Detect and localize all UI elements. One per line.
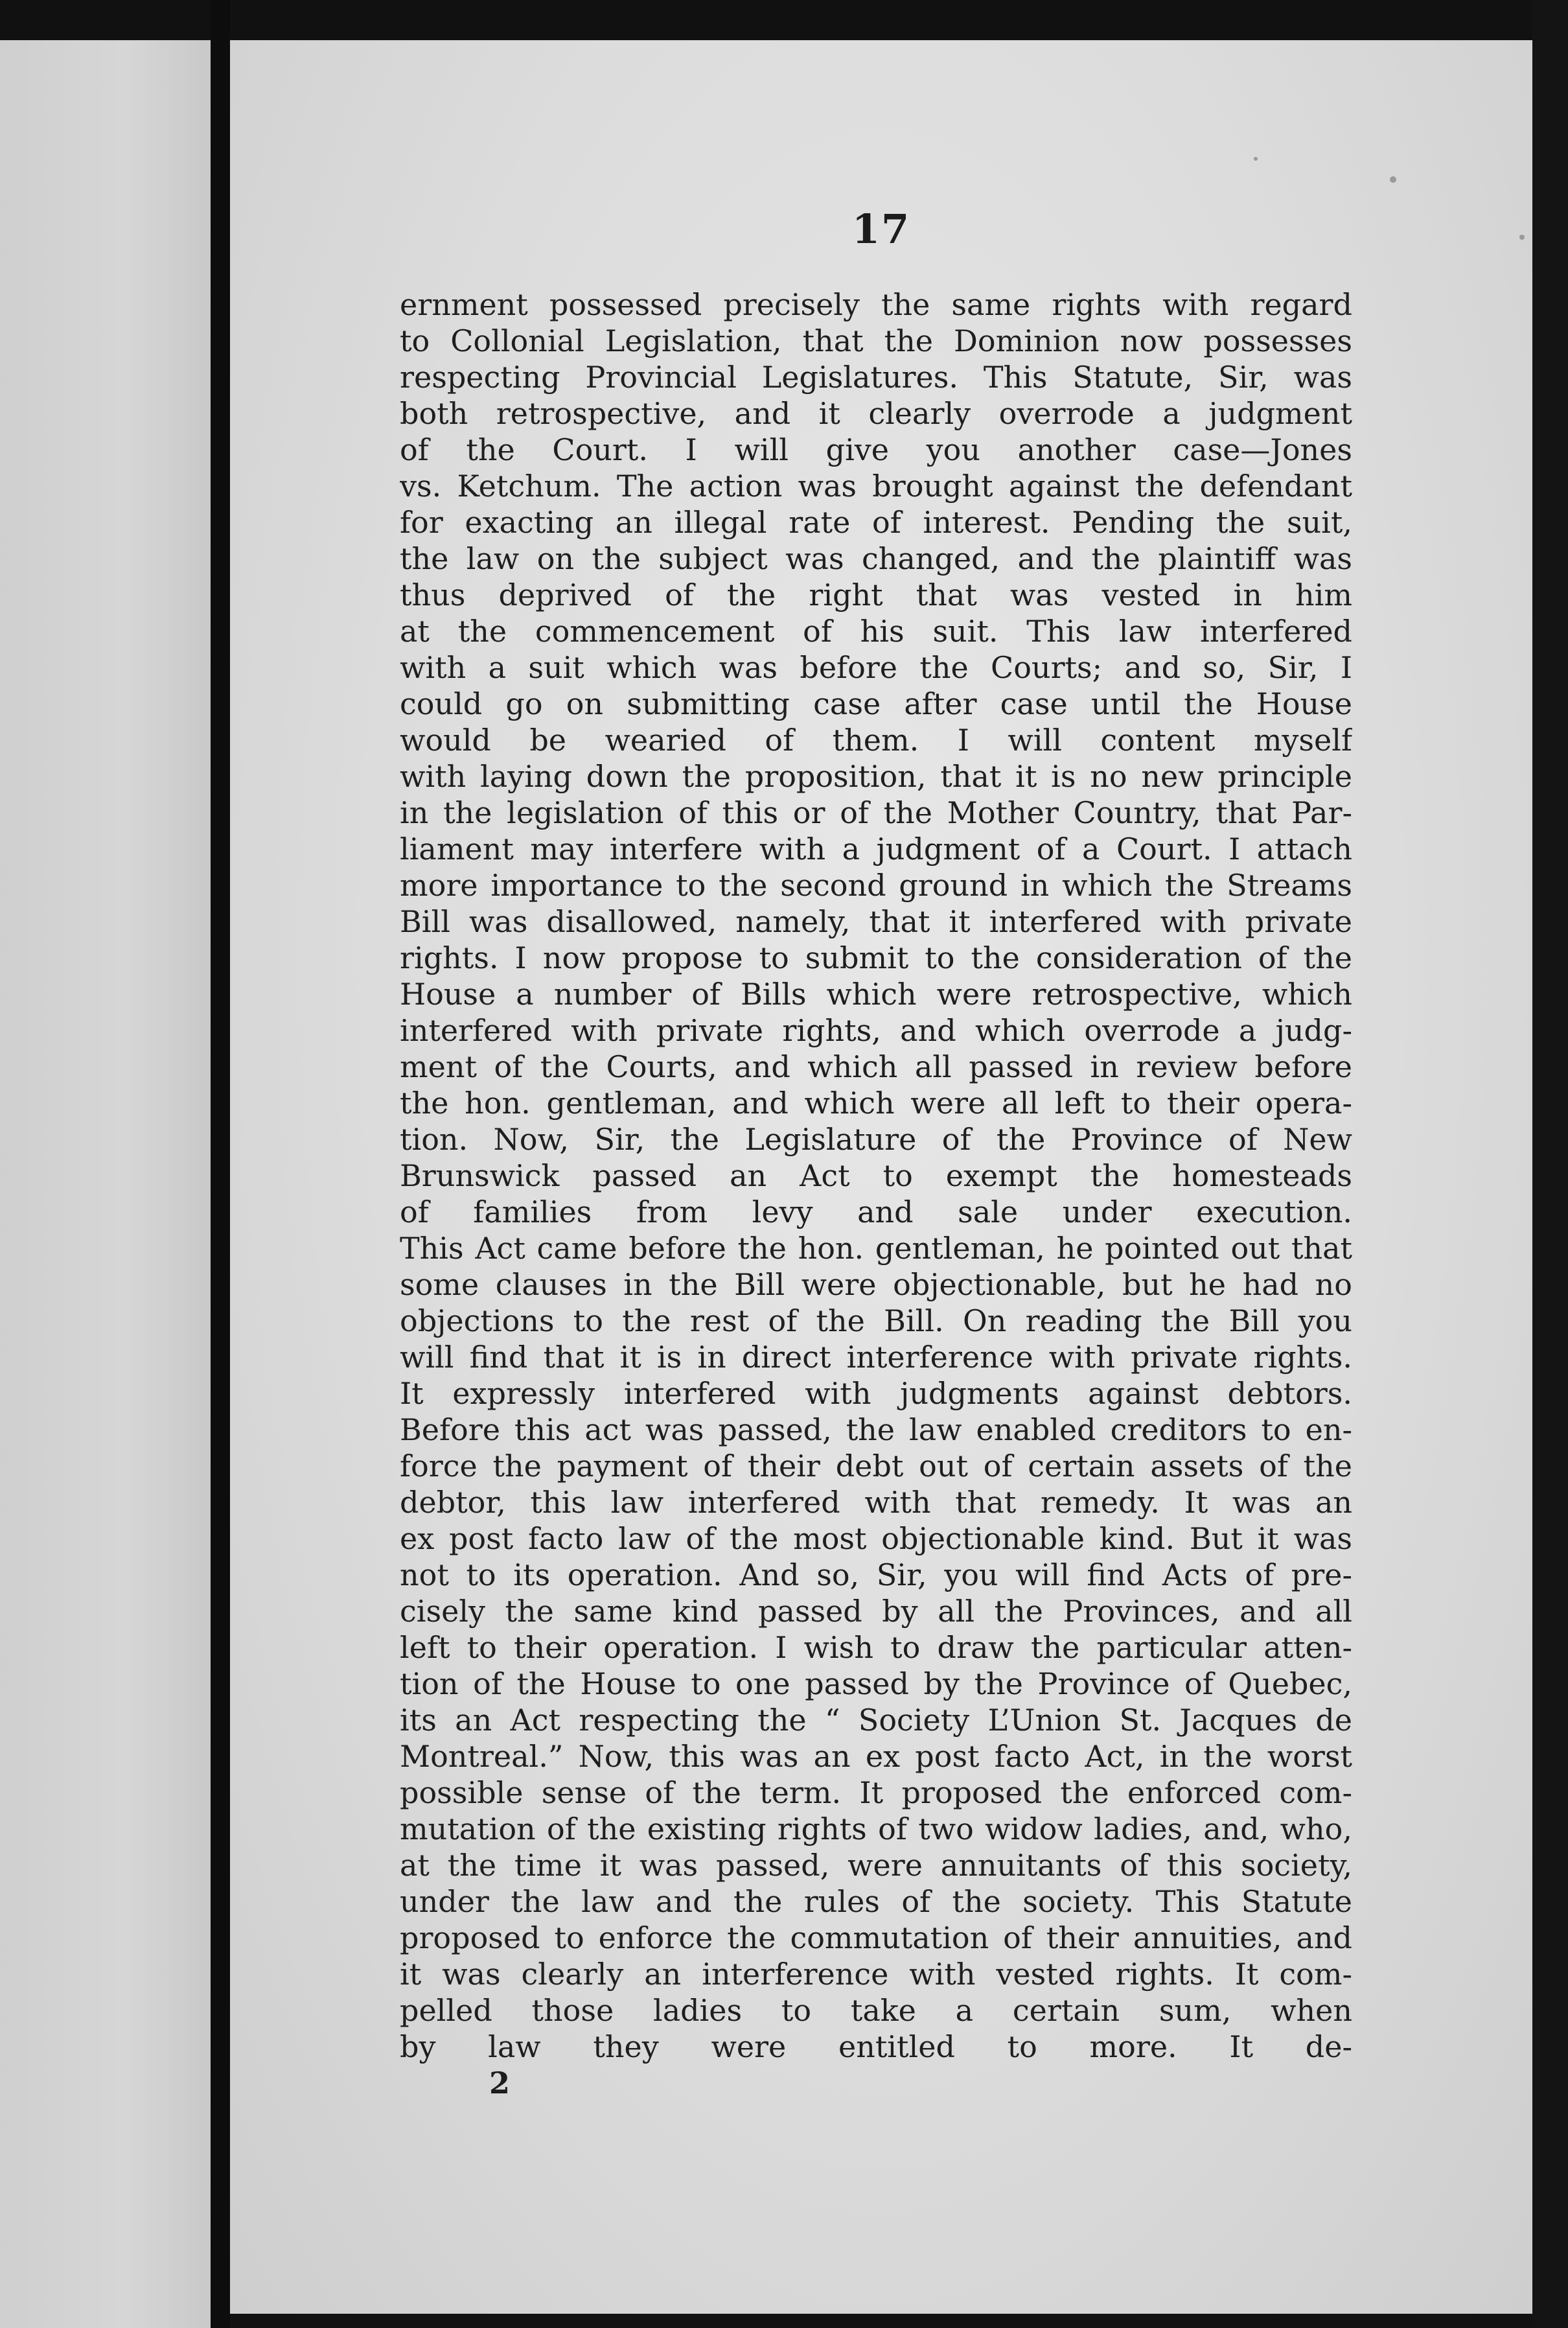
- text-line: tion. Now, Sir, the Legislature of the Province of New: [400, 1122, 1352, 1157]
- text-line: more importance to the second ground in which the Streams: [400, 868, 1352, 903]
- book-gutter: [211, 0, 230, 2328]
- text-line: some clauses in the Bill were objectionable, but he had no: [400, 1267, 1352, 1302]
- text-line: cisely the same kind passed by all the Provinces, and all: [400, 1594, 1352, 1629]
- text-line: force the payment of their debt out of certain assets of the: [400, 1449, 1352, 1484]
- text-line: Montreal.” Now, this was an ex post facto Act, in the worst: [400, 1739, 1352, 1774]
- text-line: interfered with private rights, and which overrode a judg-: [400, 1013, 1352, 1048]
- text-line: Before this act was passed, the law enabled creditors to en-: [400, 1412, 1352, 1447]
- text-line: of the Court. I will give you another case—Jones: [400, 432, 1352, 467]
- text-line: under the law and the rules of the society. This Statute: [400, 1884, 1352, 1919]
- text-line: pelled those ladies to take a certain sum, when: [400, 1993, 1352, 2028]
- page-number: 17: [851, 205, 911, 253]
- text-line: by law they were entitled to more. It de-: [400, 2029, 1352, 2064]
- text-line: rights. I now propose to submit to the consideration of the: [400, 940, 1352, 975]
- text-line: debtor, this law interfered with that remedy. It was an: [400, 1485, 1352, 1520]
- text-line: in the legislation of this or of the Mother Country, that Par-: [400, 795, 1352, 830]
- paper-speck: [1390, 176, 1396, 183]
- paper-speck: [1254, 157, 1258, 161]
- text-line: ment of the Courts, and which all passed in review before: [400, 1049, 1352, 1084]
- text-line: It expressly interfered with judgments against debtors.: [400, 1376, 1352, 1411]
- facing-page-edge: [0, 40, 211, 2328]
- text-line: tion of the House to one passed by the Province of Quebec,: [400, 1666, 1352, 1701]
- text-line: proposed to enforce the commutation of their annuities, and: [400, 1920, 1352, 1955]
- text-line: ernment possessed precisely the same rights with regard: [400, 287, 1352, 322]
- text-line: left to their operation. I wish to draw the particular atten-: [400, 1630, 1352, 1665]
- text-line: of families from levy and sale under execution.: [400, 1194, 1352, 1229]
- text-line: Brunswick passed an Act to exempt the homesteads: [400, 1158, 1352, 1193]
- signature-mark: 2: [489, 2066, 511, 2101]
- scan-right-border: [1532, 0, 1568, 2328]
- body-text: [400, 286, 1352, 2065]
- text-line: liament may interfere with a judgment of a Court. I attach: [400, 832, 1352, 867]
- text-line: to Collonial Legislation, that the Dominion now possesses: [400, 323, 1352, 358]
- text-line: at the commencement of his suit. This law interfered: [400, 614, 1352, 649]
- text-line: would be wearied of them. I will content myself: [400, 723, 1352, 758]
- text-line: the law on the subject was changed, and the plaintiff was: [400, 541, 1352, 576]
- scan-top-border: [0, 0, 1568, 40]
- text-line: the hon. gentleman, and which were all left to their opera-: [400, 1086, 1352, 1121]
- text-line: at the time it was passed, were annuitants of this society,: [400, 1848, 1352, 1883]
- text-line: Bill was disallowed, namely, that it interfered with private: [400, 904, 1352, 939]
- text-line: with a suit which was before the Courts; and so, Sir, I: [400, 650, 1352, 685]
- text-line: both retrospective, and it clearly overrode a judgment: [400, 396, 1352, 431]
- text-line: vs. Ketchum. The action was brought against the defendant: [400, 469, 1352, 504]
- text-line: This Act came before the hon. gentleman, he pointed out that: [400, 1231, 1352, 1266]
- text-line: it was clearly an interference with vested rights. It com-: [400, 1957, 1352, 1992]
- text-line: not to its operation. And so, Sir, you will find Acts of pre-: [400, 1557, 1352, 1592]
- text-line: thus deprived of the right that was vested in him: [400, 577, 1352, 612]
- paper-speck: [1519, 235, 1525, 240]
- text-line: mutation of the existing rights of two widow ladies, and, who,: [400, 1811, 1352, 1846]
- text-line: objections to the rest of the Bill. On reading the Bill you: [400, 1303, 1352, 1338]
- text-line: with laying down the proposition, that it is no new principle: [400, 759, 1352, 794]
- text-line: will find that it is in direct interference with private rights.: [400, 1340, 1352, 1375]
- text-line: possible sense of the term. It proposed the enforced com-: [400, 1775, 1352, 1810]
- text-line: ex post facto law of the most objectionable kind. But it was: [400, 1521, 1352, 1556]
- text-line: for exacting an illegal rate of interest. Pending the suit,: [400, 505, 1352, 540]
- text-line: could go on submitting case after case until the House: [400, 686, 1352, 721]
- text-line: respecting Provincial Legislatures. This Statute, Sir, was: [400, 360, 1352, 395]
- text-line: House a number of Bills which were retrospective, which: [400, 977, 1352, 1012]
- book-page: [230, 40, 1532, 2314]
- text-line: its an Act respecting the “ Society L’Union St. Jacques de: [400, 1703, 1352, 1738]
